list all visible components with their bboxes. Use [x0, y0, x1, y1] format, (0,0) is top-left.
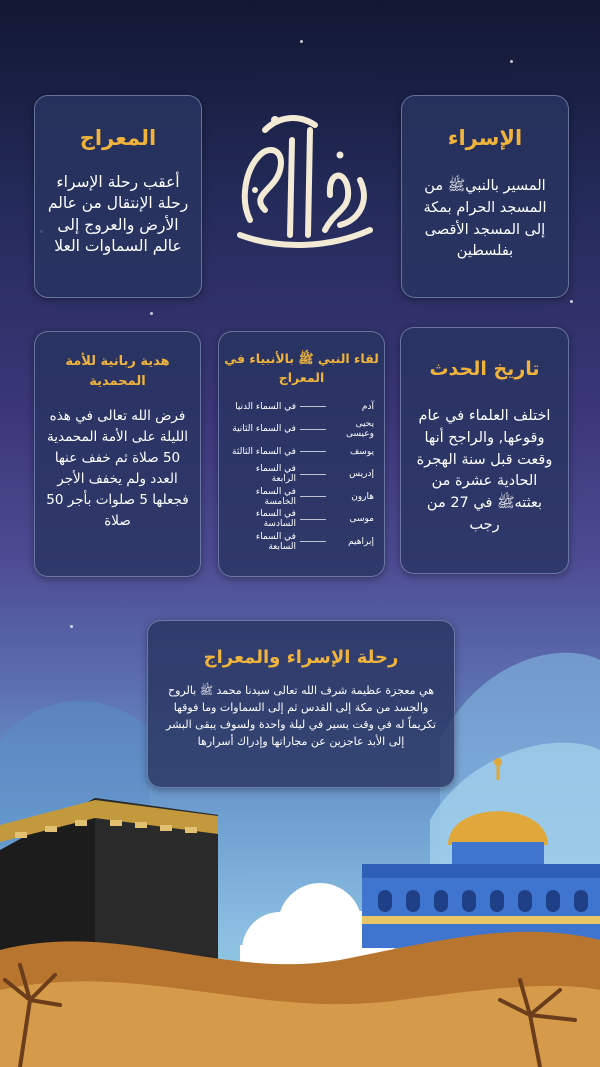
- prophet-name: يحيى وعيسى: [346, 419, 374, 440]
- miraj-text: أعقب رحلة الإسراء رحلة الإنتقال من عالم الأرض والعروج إلى عالم السماوات العلا: [47, 173, 189, 256]
- history-title: تاريخ الحدث: [429, 358, 540, 380]
- prophet-name: إبراهيم: [348, 536, 374, 547]
- prophet-name: هارون: [351, 491, 374, 502]
- heaven-label: في السماء السادسة: [255, 509, 296, 530]
- gift-card: [34, 331, 201, 577]
- journey-text: هي معجزة عظيمة شرف الله تعالى سيدنا محمد ﷺ بالروح والجسد من مكة إلى القدس ثم إلى السماوات وما فوقها تكريماً له في وقت يسير في ليلة واحدة ولسوف يبقى البشر إلى الأبد عاجزين عن مجاراتها وإدراك أسرارها: [166, 684, 436, 749]
- divider: [300, 496, 326, 497]
- gift-title: هدية ربانية للأمة المحمدية: [65, 354, 170, 390]
- isra-card: [401, 95, 569, 298]
- list-item: [229, 486, 374, 509]
- isra-text: المسير بالنبيﷺ من المسجد الحرام بمكة إلى المسجد الأقصى بفلسطين: [423, 178, 547, 260]
- prophet-name: آدم: [361, 401, 374, 412]
- list-item: [229, 396, 374, 419]
- list-item: [229, 441, 374, 464]
- list-item: [229, 463, 374, 486]
- miraj-title: المعراج: [79, 126, 157, 150]
- miraj-card: [34, 95, 202, 298]
- prophet-name: إدريس: [349, 469, 374, 480]
- list-item: [229, 508, 374, 531]
- journey-title: رحلة الإسراء والمعراج: [203, 647, 399, 668]
- heaven-label: في السماء الثانية: [232, 424, 296, 435]
- prophet-name: يوسف: [349, 446, 374, 457]
- journey-card: [147, 620, 455, 788]
- divider: [300, 451, 326, 452]
- prophets-title: لقاء النبي ﷺ بالأنبياء في المعراج: [224, 351, 379, 385]
- history-text: اختلف العلماء في عام وقوعها, والراجح أنها وقعت قبل سنة الهجرة الحادية عشرة من بعثتهﷺ في 27 من رجب: [416, 408, 553, 533]
- list-item: [229, 531, 374, 554]
- prophets-list: [229, 396, 374, 554]
- gift-text: فرض الله تعالى في هذه الليلة على الأمة المحمدية 50 صلاة ثم خفف عنها العدد ولم يخفف الأجر فجعلها 5 صلوات بأجر 50 صلاة: [46, 408, 189, 529]
- prophet-name: موسى: [349, 514, 374, 525]
- heaven-label: في السماء الخامسة: [255, 486, 296, 507]
- divider: [300, 519, 326, 520]
- divider: [300, 429, 326, 430]
- divider: [300, 541, 326, 542]
- calligraphy-logo: [220, 100, 380, 250]
- divider: [300, 406, 326, 407]
- heaven-label: في السماء الدنيا: [235, 401, 296, 412]
- divider: [300, 474, 326, 475]
- heaven-label: في السماء الثالثة: [232, 446, 296, 457]
- heaven-label: في السماء الرابعة: [255, 464, 296, 485]
- heaven-label: في السماء السابعة: [255, 531, 296, 552]
- list-item: [229, 418, 374, 441]
- history-card: [400, 327, 569, 574]
- prophets-card: [218, 331, 385, 577]
- isra-title: الإسراء: [447, 126, 523, 150]
